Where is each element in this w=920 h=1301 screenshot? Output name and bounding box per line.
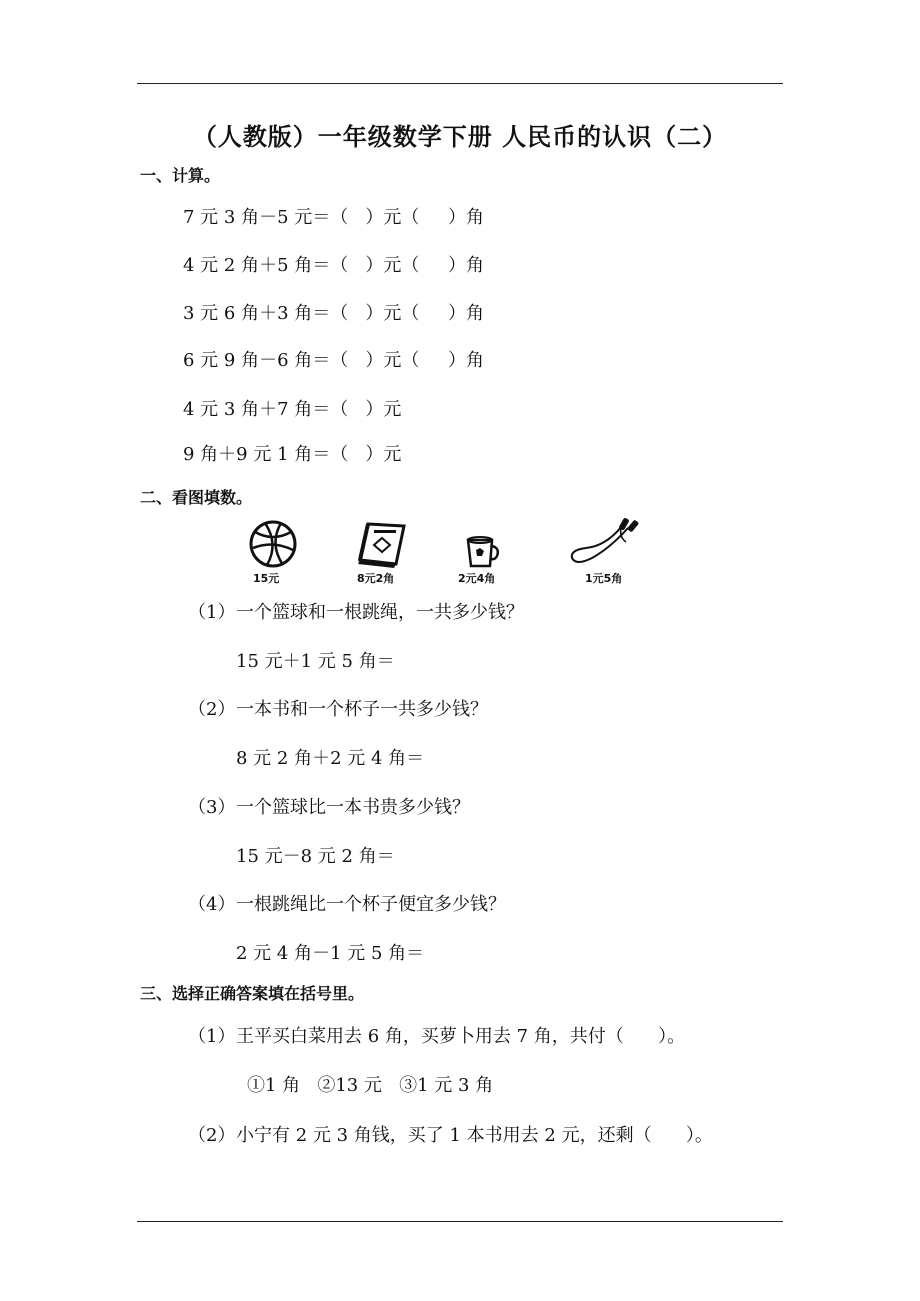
- calc-line-5: 4 元 3 角＋7 角＝（ ）元: [183, 399, 402, 420]
- question-2-expression: 8 元 2 角＋2 元 4 角＝: [236, 748, 425, 769]
- choice-question-1-number: （1）: [188, 1026, 236, 1047]
- cup-icon: [464, 534, 504, 570]
- jump-rope-icon: [566, 516, 648, 568]
- bottom-rule: [137, 1221, 783, 1222]
- question-2-text: 一本书和一个杯子一共多少钱？: [236, 699, 488, 720]
- question-2-number: （2）: [188, 699, 236, 720]
- choice-question-1-options: ①1 角 ②13 元 ③1 元 3 角: [247, 1075, 494, 1096]
- jump-rope-price: 1元5角: [585, 572, 623, 585]
- book-icon: [354, 520, 410, 570]
- page-title: （人教版）一年级数学下册 人民币的认识（二）: [192, 123, 728, 151]
- question-1-expression: 15 元＋1 元 5 角＝: [236, 651, 395, 672]
- basketball-icon: [247, 518, 299, 570]
- question-4-text: 一根跳绳比一个杯子便宜多少钱？: [236, 894, 506, 915]
- question-3-number: （3）: [188, 797, 236, 818]
- calc-line-3: 3 元 6 角＋3 角＝（ ）元（ ）角: [183, 303, 485, 324]
- top-rule: [137, 83, 783, 84]
- question-4-number: （4）: [188, 894, 236, 915]
- calc-line-6: 9 角＋9 元 1 角＝（ ）元: [183, 444, 402, 465]
- basketball-price: 15元: [253, 572, 280, 585]
- choice-question-2-number: （2）: [188, 1125, 236, 1146]
- question-3-text: 一个篮球比一本书贵多少钱？: [236, 797, 470, 818]
- calc-line-2: 4 元 2 角＋5 角＝（ ）元（ ）角: [183, 255, 485, 276]
- choice-question-1-text: 王平买白菜用去 6 角，买萝卜用去 7 角，共付（ ）。: [236, 1026, 686, 1047]
- choice-question-2-text: 小宁有 2 元 3 角钱，买了 1 本书用去 2 元，还剩（ ）。: [236, 1125, 713, 1146]
- question-1-number: （1）: [188, 602, 236, 623]
- section-3-heading: 三、选择正确答案填在括号里。: [140, 984, 365, 1003]
- question-3-expression: 15 元－8 元 2 角＝: [236, 846, 395, 867]
- cup-price: 2元4角: [458, 572, 496, 585]
- calc-line-4: 6 元 9 角－6 角＝（ ）元（ ）角: [183, 350, 485, 371]
- book-price: 8元2角: [357, 572, 395, 585]
- section-2-heading: 二、看图填数。: [140, 488, 253, 507]
- section-1-heading: 一、计算。: [140, 166, 221, 185]
- calc-line-1: 7 元 3 角－5 元＝（ ）元（ ）角: [183, 207, 485, 228]
- question-1-text: 一个篮球和一根跳绳，一共多少钱？: [236, 602, 524, 623]
- question-4-expression: 2 元 4 角－1 元 5 角＝: [236, 943, 425, 964]
